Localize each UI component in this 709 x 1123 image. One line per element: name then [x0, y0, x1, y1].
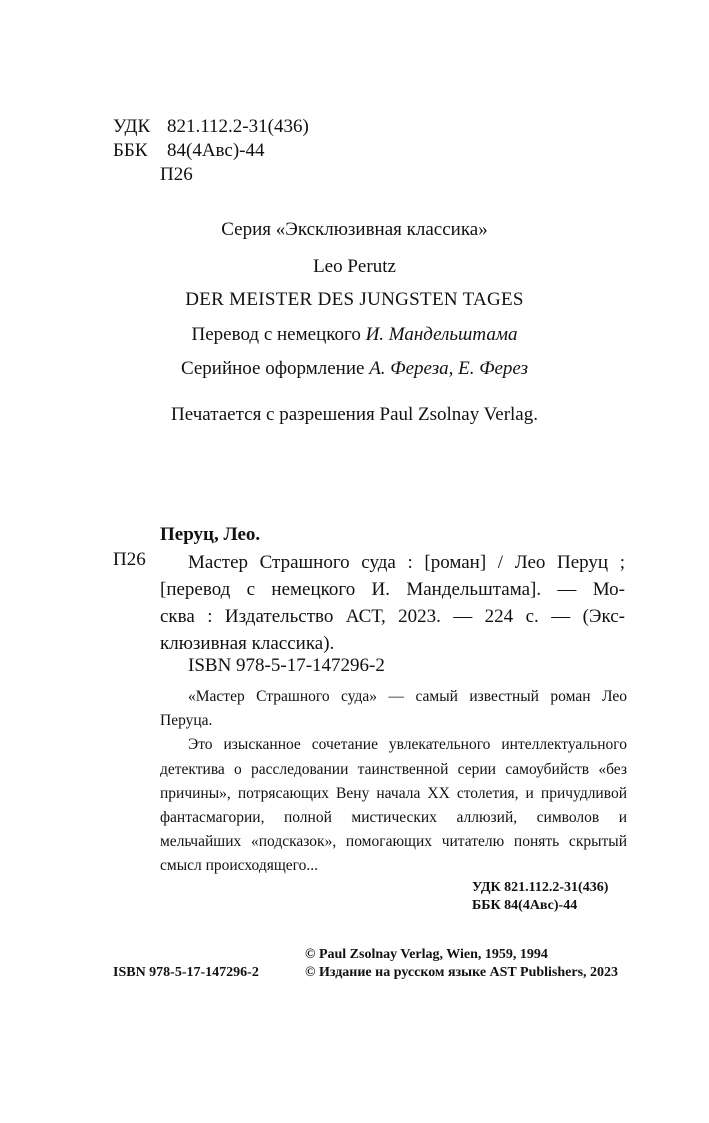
- annotation-paragraph-2: Это изысканное сочетание увлекательного интеллектуального детектива о расследовании таинственной серии самоубийств «без причины», потрясающих Вену начала XX столетия, и причудливой фантасмагории, полной мистических аллюзий, символов и мельчайших «подсказок», помогающих читателю понять скрытый смысл происходящего...: [160, 736, 627, 875]
- bib-line-2: [перевод с немецкого И. Мандельштама]. — Мо-: [160, 579, 625, 600]
- design-line: [0, 358, 709, 380]
- original-title: DER MEISTER DES JUNGSTEN TAGES: [185, 289, 524, 310]
- isbn-main: ISBN 978-5-17-147296-2: [188, 655, 385, 676]
- author-sign: П26: [160, 164, 193, 185]
- bib-line-1: Мастер Страшного суда : [роман] / Лео Перуц ;: [188, 552, 625, 573]
- translation-prefix: Перевод с немецкого: [191, 324, 366, 345]
- series-line: Серия «Эксклюзивная классика»: [221, 219, 488, 240]
- small-bbk: ББК 84(4Авс)-44: [472, 898, 578, 913]
- permission-line: Печатается с разрешения Paul Zsolnay Verlag.: [171, 404, 538, 425]
- bib-line-4: клюзивная классика).: [160, 633, 335, 654]
- design-prefix: Серийное оформление: [180, 358, 370, 379]
- udk-value: 821.112.2-31(436): [167, 116, 309, 137]
- small-udk: УДК 821.112.2-31(436): [472, 880, 609, 895]
- annotation-paragraph-1: «Мастер Страшного суда» — самый известный роман Лео Перуца.: [160, 688, 627, 730]
- bbk-label: ББК: [113, 140, 148, 161]
- udk-label: УДК: [113, 116, 151, 137]
- copyright-line-2: © Издание на русском языке AST Publishers, 2023: [305, 965, 619, 980]
- bib-sign: П26: [113, 549, 146, 570]
- isbn-footer: ISBN 978-5-17-147296-2: [113, 965, 259, 980]
- bib-description: [160, 549, 625, 657]
- annotation: [160, 685, 627, 879]
- designer-names: А. Фереза, Е. Ферез: [369, 358, 529, 379]
- original-author: Leo Perutz: [313, 256, 396, 277]
- translation-line: [0, 324, 709, 346]
- bib-line-3: сква : Издательство АСТ, 2023. — 224 с. — (Экс-: [160, 606, 625, 627]
- bbk-value: 84(4Авс)-44: [167, 140, 265, 161]
- bib-author: Перуц, Лео.: [160, 524, 261, 545]
- copyright-line-1: © Paul Zsolnay Verlag, Wien, 1959, 1994: [305, 947, 548, 962]
- translator-name: И. Мандельштама: [365, 324, 518, 345]
